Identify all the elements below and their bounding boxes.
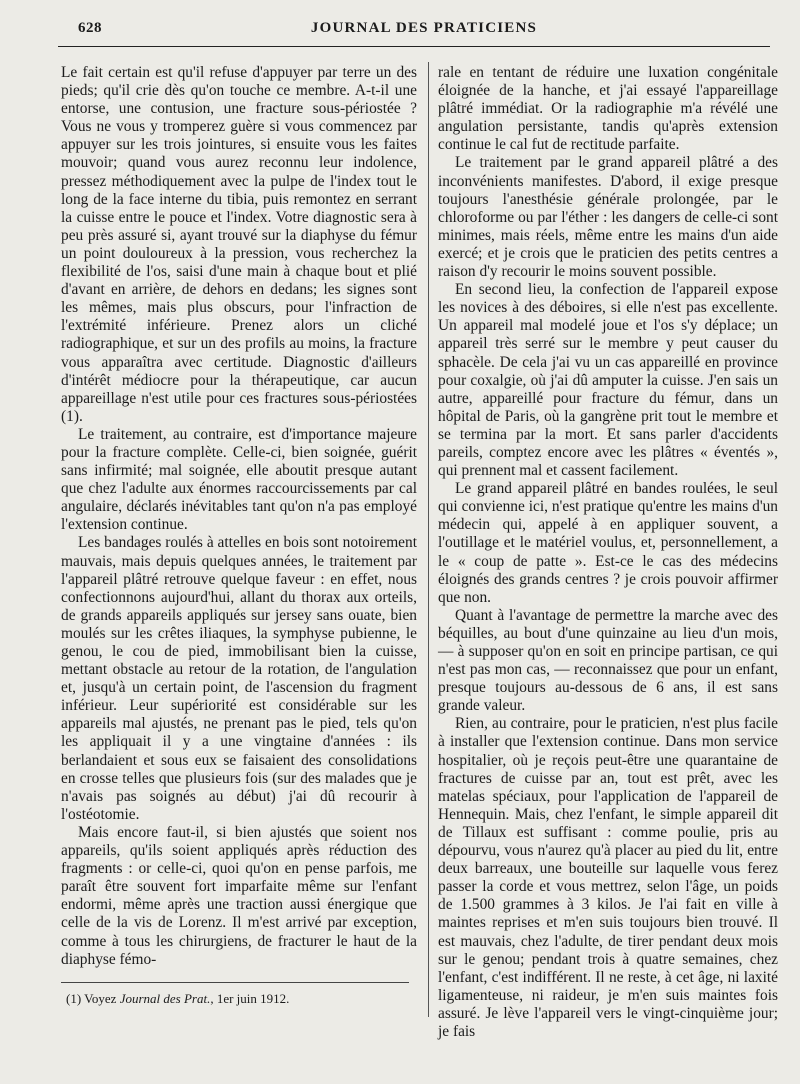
paragraph: Mais encore faut-il, si bien ajustés que soient nos appareils, qu'ils soient appliqués après réduction des fragments : or celle-ci, quoi qu'on en pense parfois, me paraît être souvent fort imparfaite même sur l'enfant endormi, même après une traction aussi énergique que celle de la vis de Lorenz. Il m'est arrivé par exception, comme à tous les chirurgiens, de fracturer le haut de la diaphyse fémo- [61, 823, 417, 968]
paragraph: Quant à l'avantage de permettre la marche avec des béquilles, au bout d'une quinzaine au lieu d'un mois, — à supposer qu'on en soit en principe partisan, ce qui n'est pas mon cas, — reconnaissez que pour un enfant, presque toujours au-dessous de 6 ans, il est sans grande valeur. [438, 606, 778, 715]
page-number: 628 [78, 20, 102, 36]
paragraph: Le grand appareil plâtré en bandes roulées, le seul qui convienne ici, n'est pratique qu'entre les mains d'un médecin qui, appelé à en appliquer souvent, a l'outillage et le matériel voulus, et, personnellement, a le « coup de patte ». Est-ce le cas des médecins éloignés des grands centres ? je crois pouvoir affirmer que non. [438, 480, 778, 606]
paragraph: Rien, au contraire, pour le praticien, n'est plus facile à installer que l'extension continue. Dans mon service hospitalier, où je reçois peut-être une quarantaine de fractures de cuisse par an, tout est prêt, avec les matelas spéciaux, pour l'application de l'appareil de Hennequin. Mais, chez l'enfant, le simple appareil dit de Tillaux est suffisant : comme poulie, pris au dépourvu, vous n'aurez qu'à placer au pied du lit, entre deux barreaux, une bouteille sur laquelle vous ferez passer la corde et vous mettrez, selon l'âge, un poids de 1.500 grammes à 3 kilos. Je l'ai fait en ville à maintes reprises et m'en suis toujours bien trouvé. Il est mauvais, chez l'adulte, de tirer pendant deux mois sur le genou; pendant trois à quatre semaines, chez l'enfant, c'est indifférent. Il ne reste, à cet âge, ni laxité ligamenteuse, ni raideur, je m'en suis maintes fois assuré. Je lève l'appareil vers le vingt-cinquième jour; je fais [438, 715, 778, 1040]
paragraph: Le traitement, au contraire, est d'importance majeure pour la fracture complète. Celle-ci, bien soignée, guérit sans infirmité; mal soignée, elle aboutit presque autant que chez l'adulte aux énormes raccourcissements par cal angulaire, déclarés inévitables tant qu'on n'a pas employé l'extension continue. [61, 425, 417, 534]
paragraph: rale en tentant de réduire une luxation congénitale éloignée de la hanche, et j'ai essayé l'appareillage plâtré immédiat. Or la radiographie m'a révélé une angulation persistante, tandis qu'après extension continue le cal fut de rectitude parfaite. [438, 64, 778, 154]
header-rule [58, 46, 770, 47]
right-column [438, 64, 778, 1041]
left-column [61, 64, 417, 969]
paragraph: En second lieu, la confection de l'appareil expose les novices à des déboires, si elle n'est pas excellente. Un appareil mal modelé joue et l'os s'y déplace; un appareil très serré sur le membre y peut causer du sphacèle. De cela j'ai vu un cas appareillé en province pour coxalgie, où j'ai dû amputer la cuisse. J'en sais un autre, appareillé pour fracture du fémur, dans un hôpital de Paris, où la gangrène prit tout le membre et se termina par la mort. Et sans parler d'accidents pareils, comptez encore avec les plâtres « éventés », qui prennent mal et cassent facilement. [438, 281, 778, 480]
paragraph: Les bandages roulés à attelles en bois sont notoirement mauvais, mais depuis quelques années, le traitement par l'appareil plâtré retrouve quelque faveur : en effet, nous confectionnons aujourd'hui, allant du thorax aux orteils, de grands appareils appliqués sur jersey sans ouate, bien moulés sur les crêtes iliaques, la symphyse pubienne, le genou, le cou de pied, immobilisant bien la cuisse, mettant obstacle au retour de la rotation, de l'angulation et, jusqu'à un certain point, de l'ascension du fragment inférieur. Leur supériorité est considérable sur les appareils mal ajustés, ne prenant pas le pied, tels qu'on les appliquait il y a une vingtaine d'années : ils berlandaient et sous eux se faisaient des consolidations en crosse telles que plusieurs fois (sur des malades que je n'avais pas soignés au début) j'ai dû recourir à l'ostéotomie. [61, 534, 417, 823]
journal-title: JOURNAL DES PRATICIENS [310, 20, 538, 36]
column-divider [428, 62, 429, 1017]
footnote-journal: Journal des Prat. [119, 991, 211, 1006]
footnote-rule [61, 982, 409, 983]
footnote [66, 991, 289, 1007]
paragraph: Le fait certain est qu'il refuse d'appuyer par terre un des pieds; qu'il crie dès qu'on touche ce membre. A-t-il une entorse, une contusion, une fracture sous-périostée ? Vous ne vous y tromperez guère si vous commencez par appuyer sur les trois jointures, si ensuite vous les faites mouvoir; quand vous aurez reconnu leur indolence, pressez méthodiquement avec la pulpe de l'index tout le long de la face interne du tibia, puis remontez en serrant la cuisse entre le pouce et l'index. Votre diagnostic sera à peu près assuré si, ayant trouvé sur la diaphyse du fémur un point douloureux à la pression, vous recherchez la flexibilité de l'os, saisi d'une main à chaque bout et plié d'avant en arrière, de dehors en dedans; les signes sont les mêmes, mais plus obscurs, pour l'infraction de l'extrémité inférieure. Prenez alors un cliché radiographique, et sur un des profils au moins, la fracture vous apparaîtra avec certitude. Diagnostic d'ailleurs d'intérêt médiocre pour la thérapeutique, car aucun appareillage n'est utile pour ces fractures sous-périostées (1). [61, 64, 417, 425]
page-header [78, 20, 770, 46]
footnote-date: , 1er juin 1912. [210, 991, 290, 1006]
footnote-prefix: (1) Voyez [66, 991, 117, 1006]
paragraph: Le traitement par le grand appareil plâtré a des inconvénients manifestes. D'abord, il exige presque toujours l'anesthésie générale prolongée, par le chloroforme ou par l'éther : les dangers de celle-ci sont minimes, mais réels, même entre les mains d'un aide exercé; et je crois que le praticien des petits centres a raison d'y recourir le moins souvent possible. [438, 154, 778, 281]
